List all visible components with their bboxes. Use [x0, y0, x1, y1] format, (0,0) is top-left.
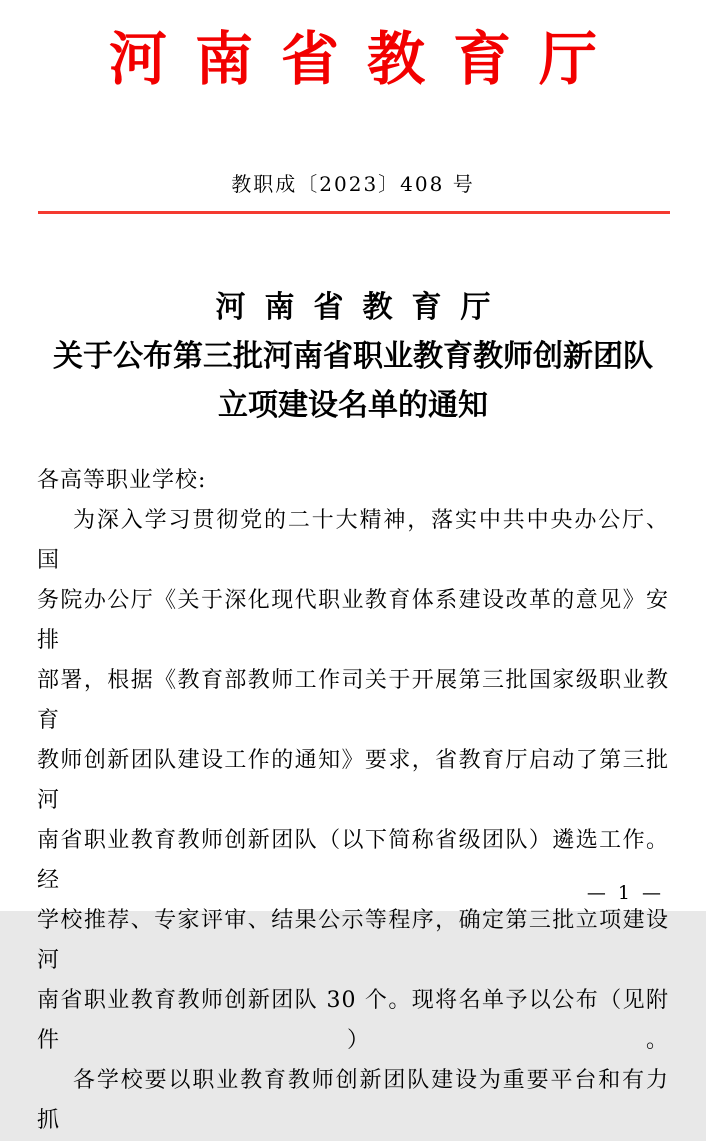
- body-line: 南省职业教育教师创新团队（以下简称省级团队）遴选工作。经: [37, 828, 669, 893]
- body-line: 南省职业教育教师创新团队 30 个。现将名单予以公布（见附件）。: [37, 988, 669, 1053]
- notice-title: [0, 283, 706, 430]
- red-divider-rule: [38, 211, 670, 214]
- body-line: 部署，根据《教育部教师工作司关于开展第三批国家级职业教育: [37, 668, 669, 733]
- body-line: 为深入学习贯彻党的二十大精神，落实中共中央办公厅、国: [37, 508, 669, 573]
- body-line: 学校推荐、专家评审、结果公示等程序，确定第三批立项建设河: [37, 908, 669, 973]
- body-line: 教师创新团队建设工作的通知》要求，省教育厅启动了第三批河: [37, 748, 669, 813]
- page-number: — 1 —: [586, 882, 664, 904]
- body-line: 务院办公厅《关于深化现代职业教育体系建设改革的意见》安排: [37, 588, 669, 653]
- notice-body: [37, 461, 669, 1141]
- notice-title-line-2: 关于公布第三批河南省职业教育教师创新团队: [53, 339, 653, 374]
- body-line: 各学校要以职业教育教师创新团队建设为重要平台和有力抓: [37, 1068, 669, 1133]
- salutation-line: 各高等职业学校:: [37, 468, 207, 493]
- notice-title-line-1: 河南省教育厅: [215, 290, 510, 325]
- document-number: 教职成〔2023〕408 号: [231, 172, 475, 196]
- notice-title-line-3: 立项建设名单的通知: [218, 388, 488, 423]
- letterhead-title: 河南省教育厅: [108, 25, 625, 93]
